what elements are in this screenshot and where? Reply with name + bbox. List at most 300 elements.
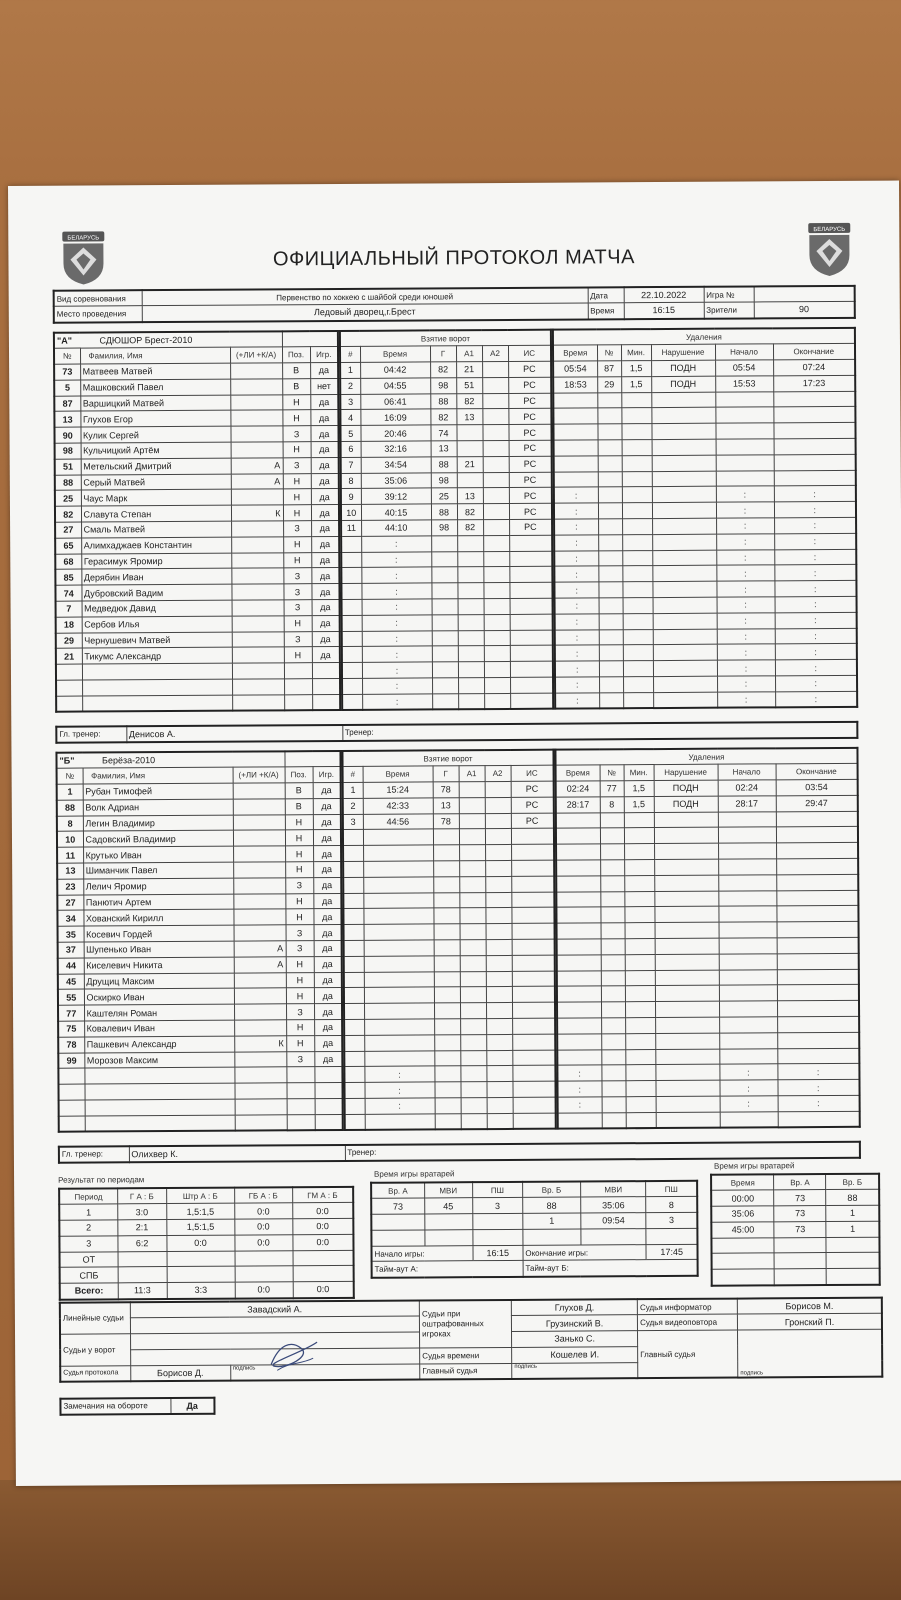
table-cell — [483, 488, 509, 504]
protocol-value: Борисов Д. — [130, 1365, 230, 1381]
table-cell: : — [716, 565, 774, 581]
table-cell — [344, 1004, 364, 1020]
table-cell — [457, 567, 483, 583]
table-cell: : — [362, 694, 432, 710]
table-cell — [486, 1003, 512, 1019]
col-goal-a1: А1 — [456, 346, 482, 362]
table-cell — [776, 843, 858, 859]
table-row — [554, 565, 856, 583]
table-cell — [625, 1018, 655, 1034]
table-row — [341, 535, 552, 552]
table-cell — [342, 694, 362, 710]
table-cell — [231, 537, 283, 553]
table-cell — [510, 677, 553, 693]
timer-label: Судья времени — [420, 1347, 512, 1363]
table-cell: да — [311, 536, 339, 552]
table-cell — [599, 677, 623, 693]
table-cell — [652, 581, 716, 597]
table-cell — [343, 830, 363, 846]
table-cell — [653, 660, 717, 676]
table-cell — [458, 646, 484, 662]
team-a-name: СДЮШОР Брест-2010 — [99, 335, 193, 346]
table-cell — [716, 470, 774, 486]
table-cell — [599, 598, 623, 614]
table-cell — [482, 425, 508, 441]
table-cell: 34:54 — [361, 457, 431, 473]
table-cell: : — [364, 1066, 434, 1082]
table-cell — [600, 844, 624, 860]
table-cell: 7 — [341, 457, 361, 473]
col-header: Период — [59, 1188, 117, 1204]
table-cell — [232, 647, 284, 663]
table-row — [344, 923, 555, 940]
table-cell: да — [313, 893, 341, 909]
table-cell — [557, 1002, 601, 1018]
table-cell — [233, 893, 285, 909]
table-cell — [487, 1097, 513, 1113]
table-row — [56, 694, 340, 712]
table-cell — [655, 938, 719, 954]
table-cell: : — [555, 693, 599, 709]
table-cell: 73 — [54, 364, 80, 380]
table-cell — [601, 986, 625, 1002]
table-cell — [364, 1035, 434, 1051]
table-cell: 51 — [55, 459, 81, 475]
table-cell — [510, 630, 553, 646]
table-cell: З — [282, 426, 310, 442]
table-cell: PC — [508, 424, 551, 440]
table-cell: да — [314, 988, 342, 1004]
table-cell — [625, 939, 655, 955]
table-cell: : — [775, 612, 857, 628]
table-cell: 29 — [597, 377, 621, 393]
table-cell: 13 — [431, 441, 457, 457]
table-row — [60, 1266, 354, 1284]
table-cell — [626, 1112, 656, 1128]
table-cell — [625, 954, 655, 970]
table-cell — [655, 1065, 719, 1081]
table-cell — [556, 844, 600, 860]
table-cell: Смаль Матвей — [81, 521, 231, 538]
table-cell — [293, 1266, 354, 1282]
table-cell: Дубровский Вадим — [81, 584, 231, 601]
table-cell: : — [716, 486, 774, 502]
table-cell: 11:3 — [118, 1283, 167, 1299]
table-row — [55, 584, 339, 602]
table-row — [59, 1234, 353, 1252]
table-cell — [230, 363, 282, 379]
table-cell — [234, 1051, 286, 1067]
table-cell: PC — [509, 472, 552, 488]
goals-title-b: Взятие ворот — [342, 750, 553, 767]
table-row — [58, 1035, 342, 1053]
table-cell — [557, 939, 601, 955]
table-cell — [598, 440, 622, 456]
table-cell — [626, 1097, 656, 1113]
table-cell: : — [361, 583, 431, 599]
table-cell — [774, 438, 856, 454]
goalies-changes-table — [710, 1173, 881, 1287]
table-cell: Н — [283, 552, 311, 568]
table-cell: : — [716, 549, 774, 565]
table-cell: 3 — [59, 1236, 117, 1252]
table-row — [57, 783, 341, 801]
table-cell: 73 — [774, 1190, 826, 1206]
table-cell: да — [314, 1020, 342, 1036]
table-row — [343, 908, 554, 925]
table-cell: да — [313, 877, 341, 893]
table-row — [554, 454, 856, 472]
table-cell — [601, 923, 625, 939]
col-pen-viol-b: Нарушение — [654, 764, 718, 780]
table-cell — [719, 922, 777, 938]
table-cell: 8 — [341, 473, 361, 489]
table-cell: : — [778, 1095, 860, 1111]
table-cell — [82, 679, 232, 696]
table-row — [58, 956, 342, 974]
table-cell — [344, 956, 364, 972]
page-title: ОФИЦИАЛЬНЫЙ ПРОТОКОЛ МАТЧА — [272, 246, 635, 271]
table-row — [557, 922, 859, 940]
table-cell — [364, 1019, 434, 1035]
table-cell — [434, 940, 460, 956]
table-cell — [345, 1098, 365, 1114]
table-cell: PC — [509, 519, 552, 535]
table-cell — [364, 924, 434, 940]
table-cell — [622, 582, 652, 598]
penbox-label: Судьи при оштрафованных игроках — [419, 1300, 511, 1348]
table-cell — [341, 552, 361, 568]
table-cell: 1 — [826, 1205, 879, 1221]
col-goal-hash-b: # — [343, 767, 363, 783]
table-cell — [234, 1020, 286, 1036]
table-cell: PC — [509, 488, 552, 504]
col-pen-end-b: Окончание — [776, 764, 858, 780]
table-cell — [509, 551, 552, 567]
table-cell — [84, 1083, 234, 1100]
logo-text-right: БЕЛАРУСЬ — [813, 226, 846, 234]
table-cell — [718, 875, 776, 891]
protocol-label: Судья протокола — [60, 1365, 130, 1381]
table-cell — [774, 1269, 826, 1285]
table-row — [341, 472, 552, 489]
table-cell — [486, 1050, 512, 1066]
table-cell — [719, 1017, 777, 1033]
table-cell: 10 — [341, 505, 361, 521]
table-cell: : — [777, 1064, 859, 1080]
table-cell: Н — [285, 893, 313, 909]
table-cell — [776, 874, 858, 890]
table-cell — [434, 1066, 460, 1082]
pen-title-b: Удаления — [555, 748, 857, 766]
table-row — [554, 438, 856, 456]
start-label: Начало игры: — [371, 1245, 472, 1261]
col-goal-g-b: Г — [433, 766, 459, 782]
table-cell: 7 — [56, 601, 82, 617]
table-cell — [623, 661, 653, 677]
date-value: 22.10.2022 — [624, 287, 704, 303]
table-cell — [458, 599, 484, 615]
table-cell — [344, 1051, 364, 1067]
table-cell: 78 — [433, 782, 459, 798]
table-row — [58, 941, 342, 959]
table-cell — [231, 552, 283, 568]
table-cell: З — [283, 568, 311, 584]
date-label: Дата — [588, 287, 624, 303]
table-cell — [719, 938, 777, 954]
table-cell — [653, 597, 717, 613]
table-cell — [625, 923, 655, 939]
table-cell: 2 — [340, 378, 360, 394]
goalies-title: Время игры вратарей — [374, 1169, 455, 1179]
table-cell: Сербов Илья — [82, 616, 232, 633]
table-cell — [622, 487, 652, 503]
table-row — [55, 473, 339, 491]
chief-label: Главный судья — [420, 1363, 512, 1379]
table-cell — [509, 535, 552, 551]
table-row — [58, 1051, 342, 1069]
table-row — [555, 596, 857, 614]
table-cell — [232, 600, 284, 616]
table-row — [340, 393, 551, 410]
table-cell — [459, 908, 485, 924]
table-cell: 04:55 — [360, 378, 430, 394]
team-b-roster — [55, 750, 343, 1133]
table-row — [344, 987, 555, 1004]
table-cell — [599, 645, 623, 661]
col-pen-end: Окончание — [773, 344, 855, 360]
table-cell: Друщиц Максим — [84, 973, 234, 990]
col-pen-time: Время — [553, 345, 597, 361]
table-cell — [557, 1018, 601, 1034]
table-cell: Ковалевич Иван — [84, 1020, 234, 1037]
table-row — [341, 503, 552, 520]
table-cell: : — [554, 519, 598, 535]
table-cell — [598, 566, 622, 582]
table-cell — [778, 1111, 860, 1127]
table-cell — [458, 693, 484, 709]
table-cell: Пашкевич Александр — [84, 1036, 234, 1053]
table-cell: 73 — [371, 1198, 424, 1214]
table-cell — [513, 1113, 556, 1129]
table-row — [341, 551, 552, 568]
table-cell: 1,5:1,5 — [166, 1219, 234, 1235]
col-header: Вр. А — [371, 1182, 424, 1198]
table-cell — [484, 677, 510, 693]
table-cell — [654, 843, 718, 859]
table-cell: : — [554, 582, 598, 598]
table-cell: да — [310, 410, 338, 426]
table-cell — [556, 828, 600, 844]
table-cell: Н — [283, 489, 311, 505]
table-cell — [653, 613, 717, 629]
table-cell — [601, 1049, 625, 1065]
table-cell — [512, 1034, 555, 1050]
table-cell: : — [775, 660, 857, 676]
table-cell: 3 — [646, 1212, 697, 1228]
table-cell: 25 — [55, 491, 81, 507]
table-cell: 0:0 — [234, 1235, 292, 1251]
video-label: Судья видеоповтора — [638, 1314, 738, 1330]
table-row — [556, 827, 858, 845]
table-row — [56, 615, 340, 633]
table-cell — [654, 812, 718, 828]
table-row — [341, 567, 552, 584]
table-cell — [457, 535, 483, 551]
spectators-label: Зрители — [704, 302, 754, 318]
officials-table — [59, 1297, 883, 1383]
chief-value: Кошелев И. — [512, 1347, 638, 1364]
table-cell — [431, 551, 457, 567]
table-cell: ПОДН — [654, 780, 718, 796]
table-cell: 88 — [523, 1197, 581, 1213]
table-row — [344, 939, 555, 956]
table-cell — [344, 1019, 364, 1035]
table-cell: Н — [282, 394, 310, 410]
table-cell — [719, 1048, 777, 1064]
table-cell — [434, 924, 460, 940]
table-cell — [601, 1081, 625, 1097]
table-cell — [315, 1114, 343, 1130]
table-cell: 0:0 — [292, 1219, 353, 1235]
venue-label: Место проведения — [54, 306, 142, 322]
goal-judge-label: Судьи у ворот — [60, 1334, 130, 1366]
table-cell: 13 — [54, 412, 80, 428]
table-cell — [718, 859, 776, 875]
team-a-coach-row — [55, 721, 858, 744]
table-cell: 88 — [55, 475, 81, 491]
table-cell — [716, 439, 774, 455]
table-cell: З — [286, 941, 314, 957]
table-cell — [600, 907, 624, 923]
table-cell — [342, 631, 362, 647]
table-cell — [512, 987, 555, 1003]
table-cell — [59, 1100, 85, 1116]
table-cell: : — [775, 596, 857, 612]
table-cell: 11 — [341, 520, 361, 536]
table-cell: Н — [285, 862, 313, 878]
table-row — [344, 1034, 555, 1051]
table-cell — [460, 1066, 486, 1082]
table-cell: да — [314, 1004, 342, 1020]
table-cell — [233, 846, 285, 862]
table-cell — [777, 985, 859, 1001]
table-cell: 37 — [58, 942, 84, 958]
table-cell: да — [311, 521, 339, 537]
team-a-tag: "А" — [56, 335, 73, 346]
table-cell — [601, 1065, 625, 1081]
table-cell: Н — [286, 957, 314, 973]
table-cell: : — [719, 1080, 777, 1096]
table-cell — [233, 783, 285, 799]
table-cell: PC — [509, 503, 552, 519]
col-goal-is: ИС — [508, 345, 551, 361]
table-cell — [622, 440, 652, 456]
team-b-penalties — [554, 747, 860, 1130]
table-cell: 1 — [826, 1221, 879, 1237]
venue-value: Ледовый дворец,г.Брест — [142, 303, 588, 322]
table-cell: да — [310, 363, 338, 379]
table-cell: 3 — [472, 1198, 522, 1214]
table-cell: : — [716, 518, 774, 534]
table-cell — [284, 679, 312, 695]
table-cell — [625, 986, 655, 1002]
table-cell — [234, 972, 286, 988]
table-cell — [461, 1098, 487, 1114]
table-cell — [364, 972, 434, 988]
table-cell: 13 — [433, 798, 459, 814]
table-cell — [314, 1083, 342, 1099]
comp-label: Вид соревнования — [54, 290, 142, 306]
table-cell — [773, 391, 855, 407]
table-cell — [777, 1032, 859, 1048]
table-cell: PC — [511, 781, 554, 797]
table-cell — [486, 987, 512, 1003]
table-cell — [512, 1002, 555, 1018]
table-cell: 02:24 — [556, 781, 600, 797]
table-row — [57, 893, 341, 911]
table-row — [555, 691, 857, 709]
table-cell — [557, 923, 601, 939]
table-cell — [85, 1099, 235, 1116]
table-cell: да — [312, 647, 340, 663]
table-cell: Всего: — [60, 1283, 118, 1299]
table-cell — [484, 614, 510, 630]
table-row — [557, 1032, 859, 1050]
table-cell: да — [314, 925, 342, 941]
table-cell: 90 — [54, 427, 80, 443]
table-cell: Н — [285, 909, 313, 925]
table-row — [340, 409, 551, 426]
table-cell — [457, 551, 483, 567]
table-cell — [231, 584, 283, 600]
table-row — [55, 536, 339, 554]
table-cell: Косевич Гордей — [84, 925, 234, 942]
table-cell: 3 — [343, 814, 363, 830]
table-cell — [235, 1115, 287, 1131]
table-cell — [371, 1214, 424, 1230]
table-cell: да — [313, 798, 341, 814]
table-row — [342, 693, 553, 710]
comp-value: Первенство по хоккею с шайбой среди юношей — [142, 287, 588, 306]
table-cell: 1,5 — [624, 796, 654, 812]
table-cell: 99 — [58, 1053, 84, 1069]
table-cell — [434, 1003, 460, 1019]
table-cell — [720, 1112, 778, 1128]
table-cell: 18 — [56, 617, 82, 633]
col-pos-b: Поз. — [285, 767, 313, 783]
table-cell: Н — [283, 505, 311, 521]
table-cell: 1,5 — [621, 376, 651, 392]
table-cell: 0:0 — [292, 1234, 353, 1250]
table-cell: : — [555, 661, 599, 677]
col-header: МВИ — [581, 1181, 646, 1197]
table-cell: : — [717, 597, 775, 613]
table-cell — [433, 845, 459, 861]
table-cell — [458, 630, 484, 646]
team-a-goals — [339, 329, 554, 711]
chief2-sign: подпись — [738, 1329, 883, 1377]
table-cell: А — [234, 957, 286, 973]
table-cell: 1 — [340, 362, 360, 378]
table-row — [556, 843, 858, 861]
team-a-penalties — [552, 327, 858, 710]
table-cell — [601, 955, 625, 971]
table-cell — [461, 1113, 487, 1129]
table-cell: 28:17 — [718, 796, 776, 812]
table-cell: А — [231, 458, 283, 474]
start-value: 16:15 — [473, 1245, 523, 1261]
